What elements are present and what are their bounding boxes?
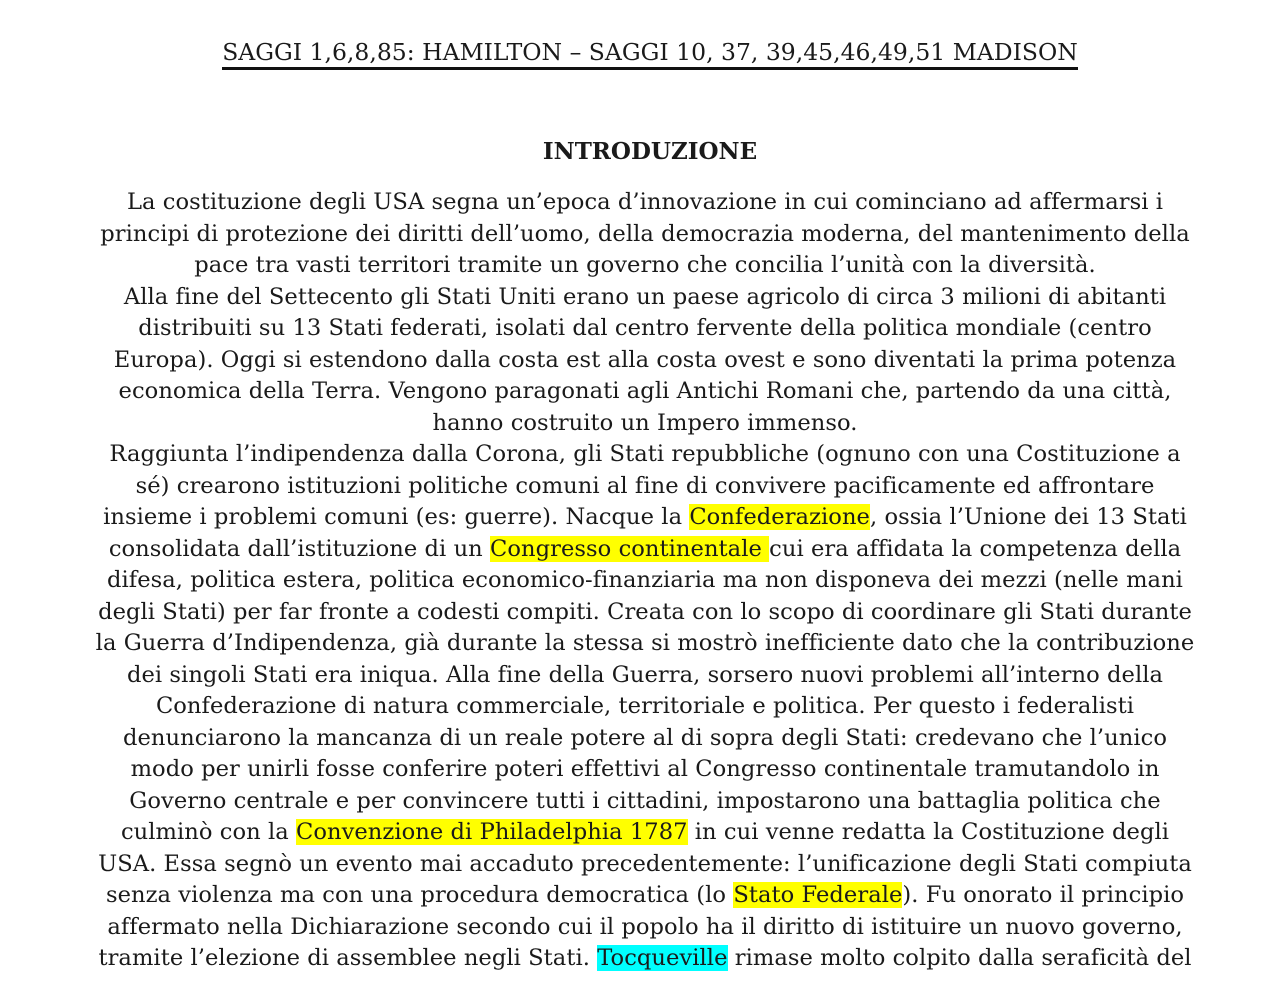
text-line xyxy=(0,817,1280,849)
text-line xyxy=(0,786,1280,818)
text-line xyxy=(0,628,1280,660)
text-line xyxy=(0,250,1280,282)
text-segment: culminò con la xyxy=(120,819,296,845)
text-line xyxy=(0,754,1280,786)
text-segment: distribuiti su 13 Stati federati, isolati dal centro fervente della politica mondiale (centro xyxy=(138,315,1152,341)
text-segment: dei singoli Stati era iniqua. Alla fine della Guerra, sorsero nuovi problemi all’interno della xyxy=(126,661,1164,688)
section-heading: INTRODUZIONE xyxy=(542,138,758,165)
highlighted-text: Confederazione xyxy=(689,504,870,530)
text-line xyxy=(0,439,1280,471)
text-line xyxy=(0,534,1280,566)
text-segment: Governo centrale e per convincere tutti i cittadini, impostarono una battaglia politica che xyxy=(129,787,1161,814)
highlighted-text: Stato Federale xyxy=(733,882,903,908)
text-line xyxy=(0,597,1280,629)
text-segment: Alla fine del Settecento gli Stati Uniti erano un paese agricolo di circa 3 milioni di abitanti xyxy=(123,283,1167,310)
text-line xyxy=(0,723,1280,755)
text-segment: la Guerra d’Indipendenza, già durante la stessa si mostrò inefficiente dato che la contribuzione xyxy=(95,630,1195,656)
highlighted-text: Convenzione di Philadelphia 1787 xyxy=(295,819,688,845)
text-line xyxy=(0,376,1280,408)
text-segment: insieme i problemi comuni (es: guerre). Nacque la xyxy=(103,504,690,530)
text-segment: ). Fu onorato il principio xyxy=(902,882,1185,908)
highlighted-text: Tocqueville xyxy=(597,945,728,971)
document-title-text: SAGGI 1,6,8,85: HAMILTON – SAGGI 10, 37, 39,45,46,49,51 MADISON xyxy=(222,38,1078,70)
text-segment: principi di protezione dei diritti dell’uomo, della democrazia moderna, del mantenimento della xyxy=(100,220,1190,247)
text-segment: modo per unirli fosse conferire poteri effettivi al Congresso continentale tramutandolo in xyxy=(130,756,1160,782)
text-segment: degli Stati) per far fronte a codesti compiti. Creata con lo scopo di coordinare gli Stati durante xyxy=(98,598,1192,625)
text-line xyxy=(0,345,1280,377)
text-line xyxy=(0,219,1280,251)
text-line xyxy=(0,408,1280,440)
text-line xyxy=(0,471,1280,503)
body-paragraphs xyxy=(0,187,1280,975)
highlighted-text: Congresso continentale xyxy=(490,535,770,562)
text-segment: cui era affidata la competenza della xyxy=(769,535,1182,562)
text-segment: Raggiunta l’indipendenza dalla Corona, gli Stati repubbliche (ognuno con una Costituzione a xyxy=(109,441,1181,467)
document-title xyxy=(0,38,1280,66)
text-segment: economica della Terra. Vengono paragonati agli Antichi Romani che, partendo da una città, xyxy=(118,378,1172,404)
text-segment: pace tra vasti territori tramite un governo che concilia l’unità con la diversità. xyxy=(194,252,1096,278)
text-segment: Confederazione di natura commerciale, territoriale e politica. Per questo i federalisti xyxy=(155,693,1135,719)
text-segment: sé) crearono istituzioni politiche comuni al fine di convivere pacificamente ed affrontare xyxy=(135,472,1155,499)
text-line xyxy=(0,565,1280,597)
text-segment: senza violenza ma con una procedura democratica (lo xyxy=(105,882,734,908)
text-segment: consolidata dall’istituzione di un xyxy=(108,535,491,562)
text-segment: , ossia l’Unione dei 13 Stati xyxy=(869,504,1187,530)
text-line xyxy=(0,502,1280,534)
text-segment: difesa, politica estera, politica economico-finanziaria ma non disponeva dei mezzi (nelle mani xyxy=(107,567,1183,593)
text-segment: Europa). Oggi si estendono dalla costa est alla costa ovest e sono diventati la prima potenza xyxy=(113,346,1177,373)
text-line xyxy=(0,943,1280,975)
text-segment: denunciarono la mancanza di un reale potere al di sopra degli Stati: credevano che l’unico xyxy=(123,724,1167,751)
text-line xyxy=(0,849,1280,881)
text-segment: hanno costruito un Impero immenso. xyxy=(432,409,858,436)
text-line xyxy=(0,313,1280,345)
text-line xyxy=(0,660,1280,692)
text-segment: La costituzione degli USA segna un’epoca d’innovazione in cui cominciano ad affermarsi i xyxy=(126,189,1164,215)
text-segment: USA. Essa segnò un evento mai accaduto precedentemente: l’unificazione degli Stati compiuta xyxy=(98,850,1192,877)
text-line xyxy=(0,282,1280,314)
text-segment: affermato nella Dichiarazione secondo cui il popolo ha il diritto di istituire un nuovo governo, xyxy=(107,913,1183,940)
text-line xyxy=(0,187,1280,219)
text-line xyxy=(0,880,1280,912)
text-segment: tramite l’elezione di assemblee negli Stati. xyxy=(98,945,598,971)
text-line xyxy=(0,691,1280,723)
text-line xyxy=(0,912,1280,944)
text-segment: rimase molto colpito dalla seraficità del xyxy=(727,945,1192,971)
text-segment: in cui venne redatta la Costituzione degli xyxy=(687,819,1170,845)
